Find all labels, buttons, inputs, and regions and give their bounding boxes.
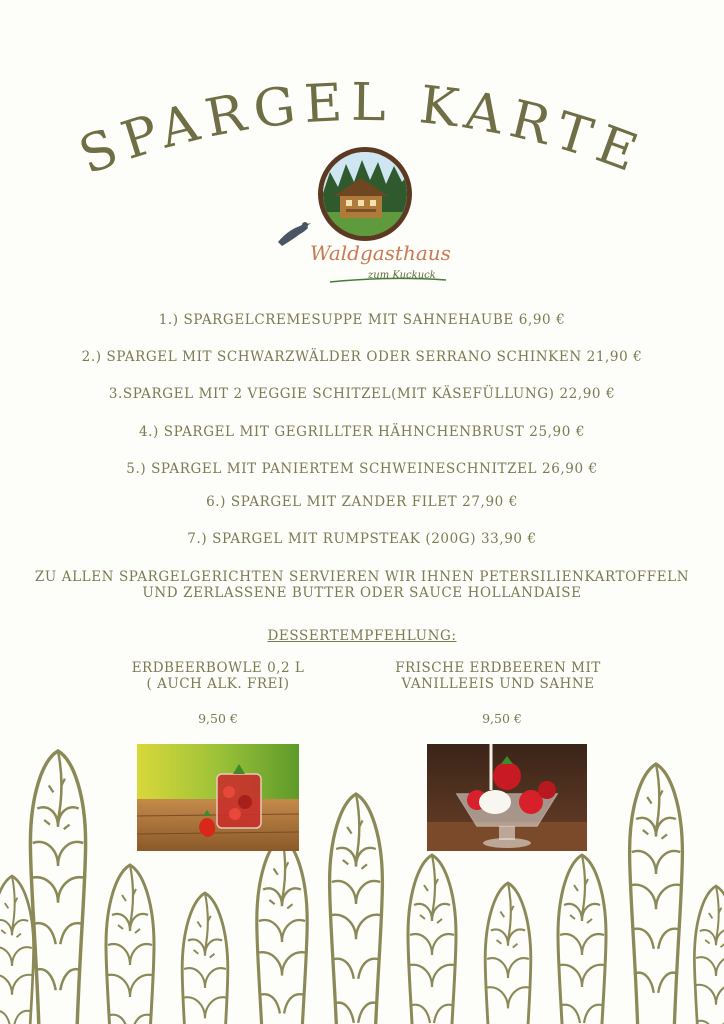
menu-item-2: 2.) SPARGEL MIT SCHWARZWÄLDER ODER SERRANO SCHINKEN 21,90 € [81, 349, 643, 365]
dessert-item-1 [118, 660, 318, 692]
side-dish-note-line-2: UND ZERLASSENE BUTTER ODER SAUCE HOLLANDAISE [142, 585, 582, 601]
menu-item-1: 1.) SPARGELCREMESUPPE MIT SAHNEHAUBE 6,90 € [158, 312, 566, 328]
menu-item-6: 6.) SPARGEL MIT ZANDER FILET 27,90 € [206, 494, 518, 510]
menu-item-7: 7.) SPARGEL MIT RUMPSTEAK (200G) 33,90 € [187, 531, 537, 547]
dessert-item-1-line-2: ( AUCH ALK. FREI) [146, 676, 290, 692]
dessert-item-2 [388, 660, 608, 692]
logo-subtitle-text: zum Kuckuck [368, 270, 436, 281]
logo-name-text: Waldgasthaus [310, 241, 451, 265]
strawberry-icecream-photo [427, 744, 587, 851]
page-title-text: SPARGEL KARTE [71, 72, 653, 180]
menu-item-5: 5.) SPARGEL MIT PANIERTEM SCHWEINESCHNITZEL 26,90 € [126, 461, 598, 477]
dessert-item-2-price: 9,50 € [482, 711, 522, 726]
strawberry-punch-photo [137, 744, 299, 851]
dessert-item-2-line-2: VANILLEEIS UND SAHNE [401, 676, 595, 692]
menu-item-4: 4.) SPARGEL MIT GEGRILLTER HÄHNCHENBRUST 25,90 € [138, 424, 586, 440]
cuckoo-bird-icon [278, 222, 311, 246]
dessert-item-2-line-1: FRISCHE ERDBEEREN MIT [395, 660, 601, 676]
dessert-heading: DESSERTEMPFEHLUNG: [267, 628, 457, 644]
menu-item-3: 3.SPARGEL MIT 2 VEGGIE SCHITZEL(MIT KÄSEFÜLLUNG) 22,90 € [108, 386, 616, 402]
side-dish-note-line-1: ZU ALLEN SPARGELGERICHTEN SERVIEREN WIR IHNEN PETERSILIENKARTOFFELN [34, 569, 690, 585]
asparagus-illustration [0, 740, 724, 1024]
dessert-item-1-line-1: ERDBEERBOWLE 0,2 L [131, 660, 305, 676]
dessert-item-1-price: 9,50 € [198, 711, 238, 726]
restaurant-logo [270, 142, 460, 290]
